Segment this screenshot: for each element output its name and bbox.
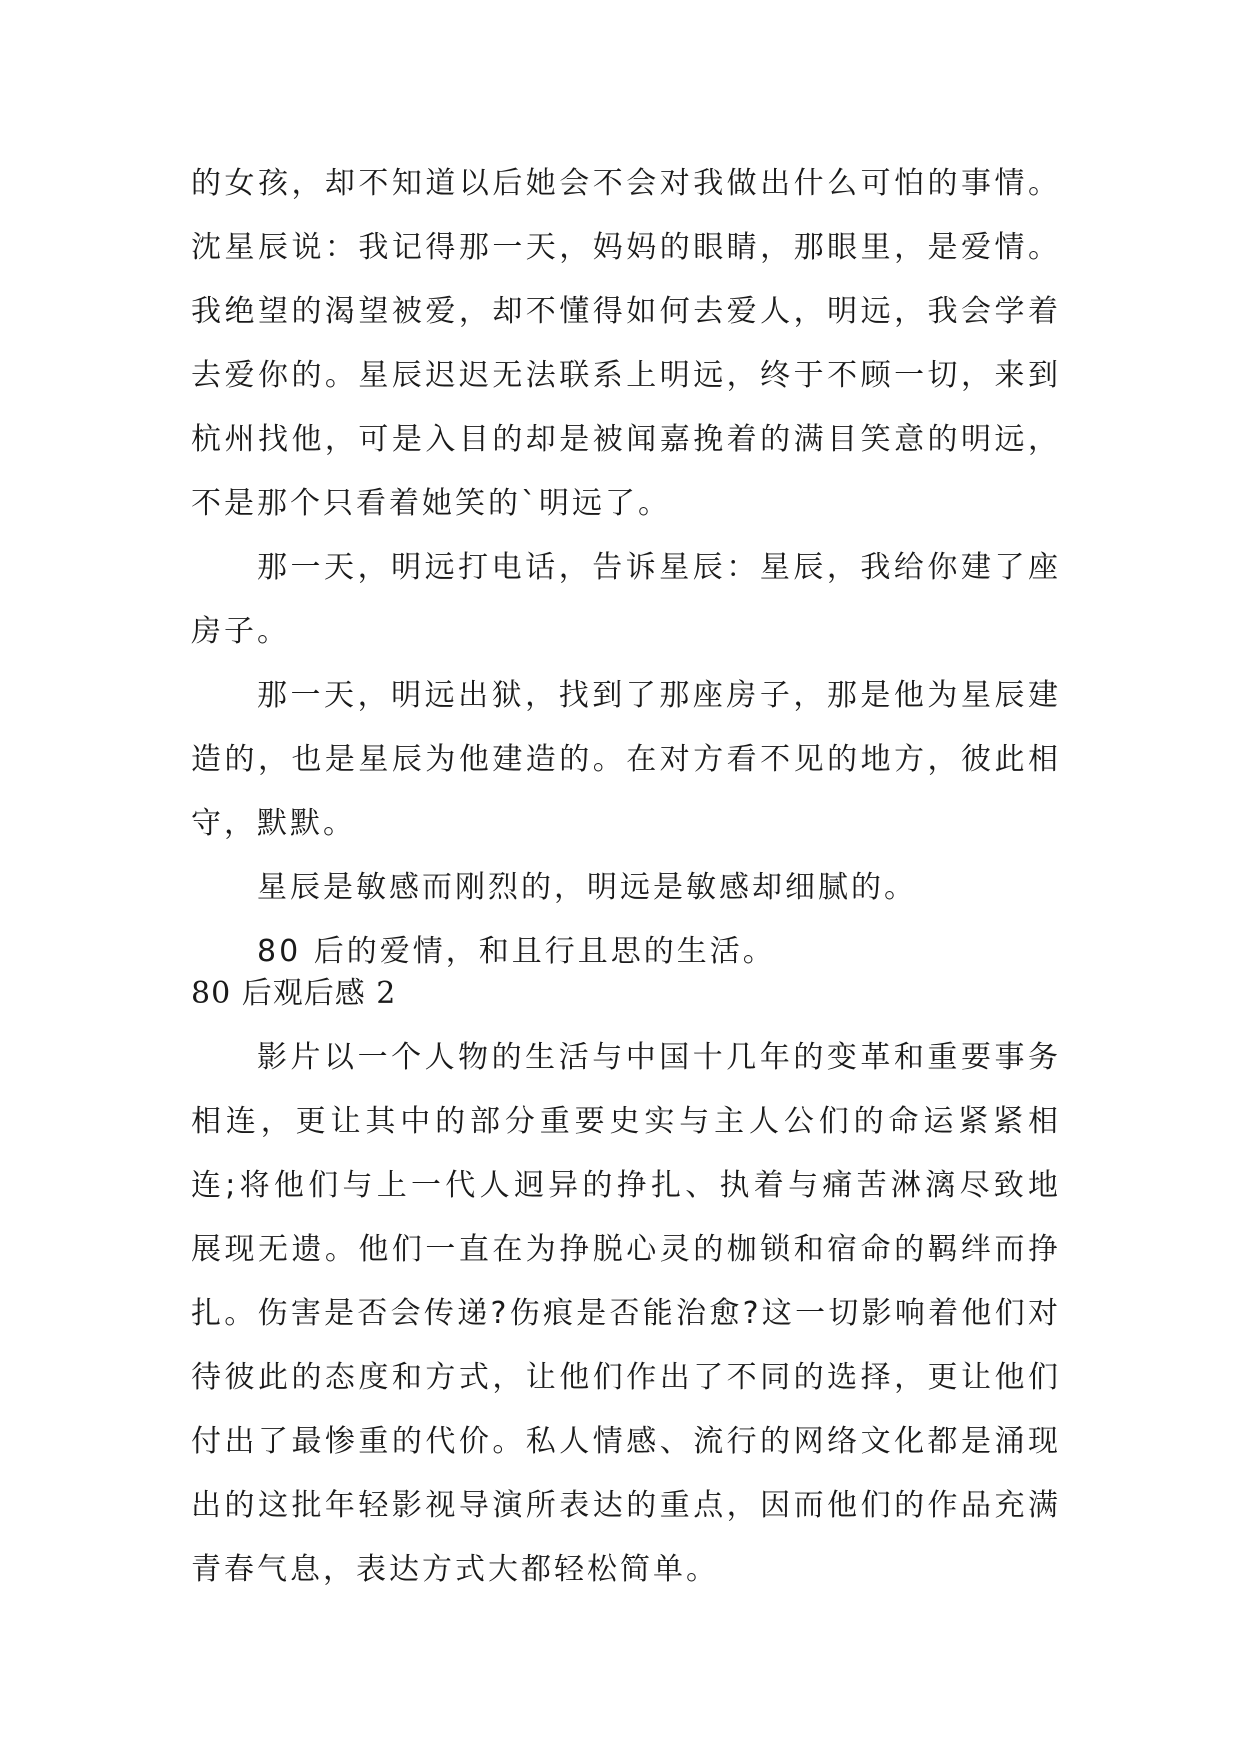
paragraph: 星辰是敏感而刚烈的，明远是敏感却细腻的。 — [257, 870, 917, 905]
section-one — [191, 152, 1061, 984]
section-heading: 80 后观后感 2 — [191, 976, 397, 1011]
paragraph: 80 后的爱情，和且行且思的生活。 — [257, 934, 776, 969]
paragraph: 那一天，明远出狱，找到了那座房子，那是他为星辰建造的，也是星辰为他建造的。在对方看不见的地方，彼此相守，默默。 — [191, 678, 1061, 841]
paragraph: 那一天，明远打电话，告诉星辰：星辰，我给你建了座房子。 — [191, 550, 1061, 649]
section-two — [191, 962, 1061, 1602]
paragraph: 的女孩，却不知道以后她会不会对我做出什么可怕的事情。沈星辰说：我记得那一天，妈妈的眼睛，那眼里，是爱情。我绝望的渴望被爱，却不懂得如何去爱人，明远，我会学着去爱你的。星辰迟迟无法联系上明远，终于不顾一切，来到杭州找他，可是入目的却是被闻嘉挽着的满目笑意的明远，不是那个只看着她笑的`明远了。 — [191, 166, 1061, 521]
paragraph: 影片以一个人物的生活与中国十几年的变革和重要事务相连，更让其中的部分重要史实与主人公们的命运紧紧相连;将他们与上一代人迥异的挣扎、执着与痛苦淋漓尽致地展现无遗。他们一直在为挣脱心灵的枷锁和宿命的羁绊而挣扎。伤害是否会传递?伤痕是否能治愈?这一切影响着他们对待彼此的态度和方式，让他们作出了不同的选择，更让他们付出了最惨重的代价。私人情感、流行的网络文化都是涌现出的这批年轻影视导演所表达的重点，因而他们的作品充满青春气息，表达方式大都轻松简单。 — [191, 1040, 1061, 1587]
